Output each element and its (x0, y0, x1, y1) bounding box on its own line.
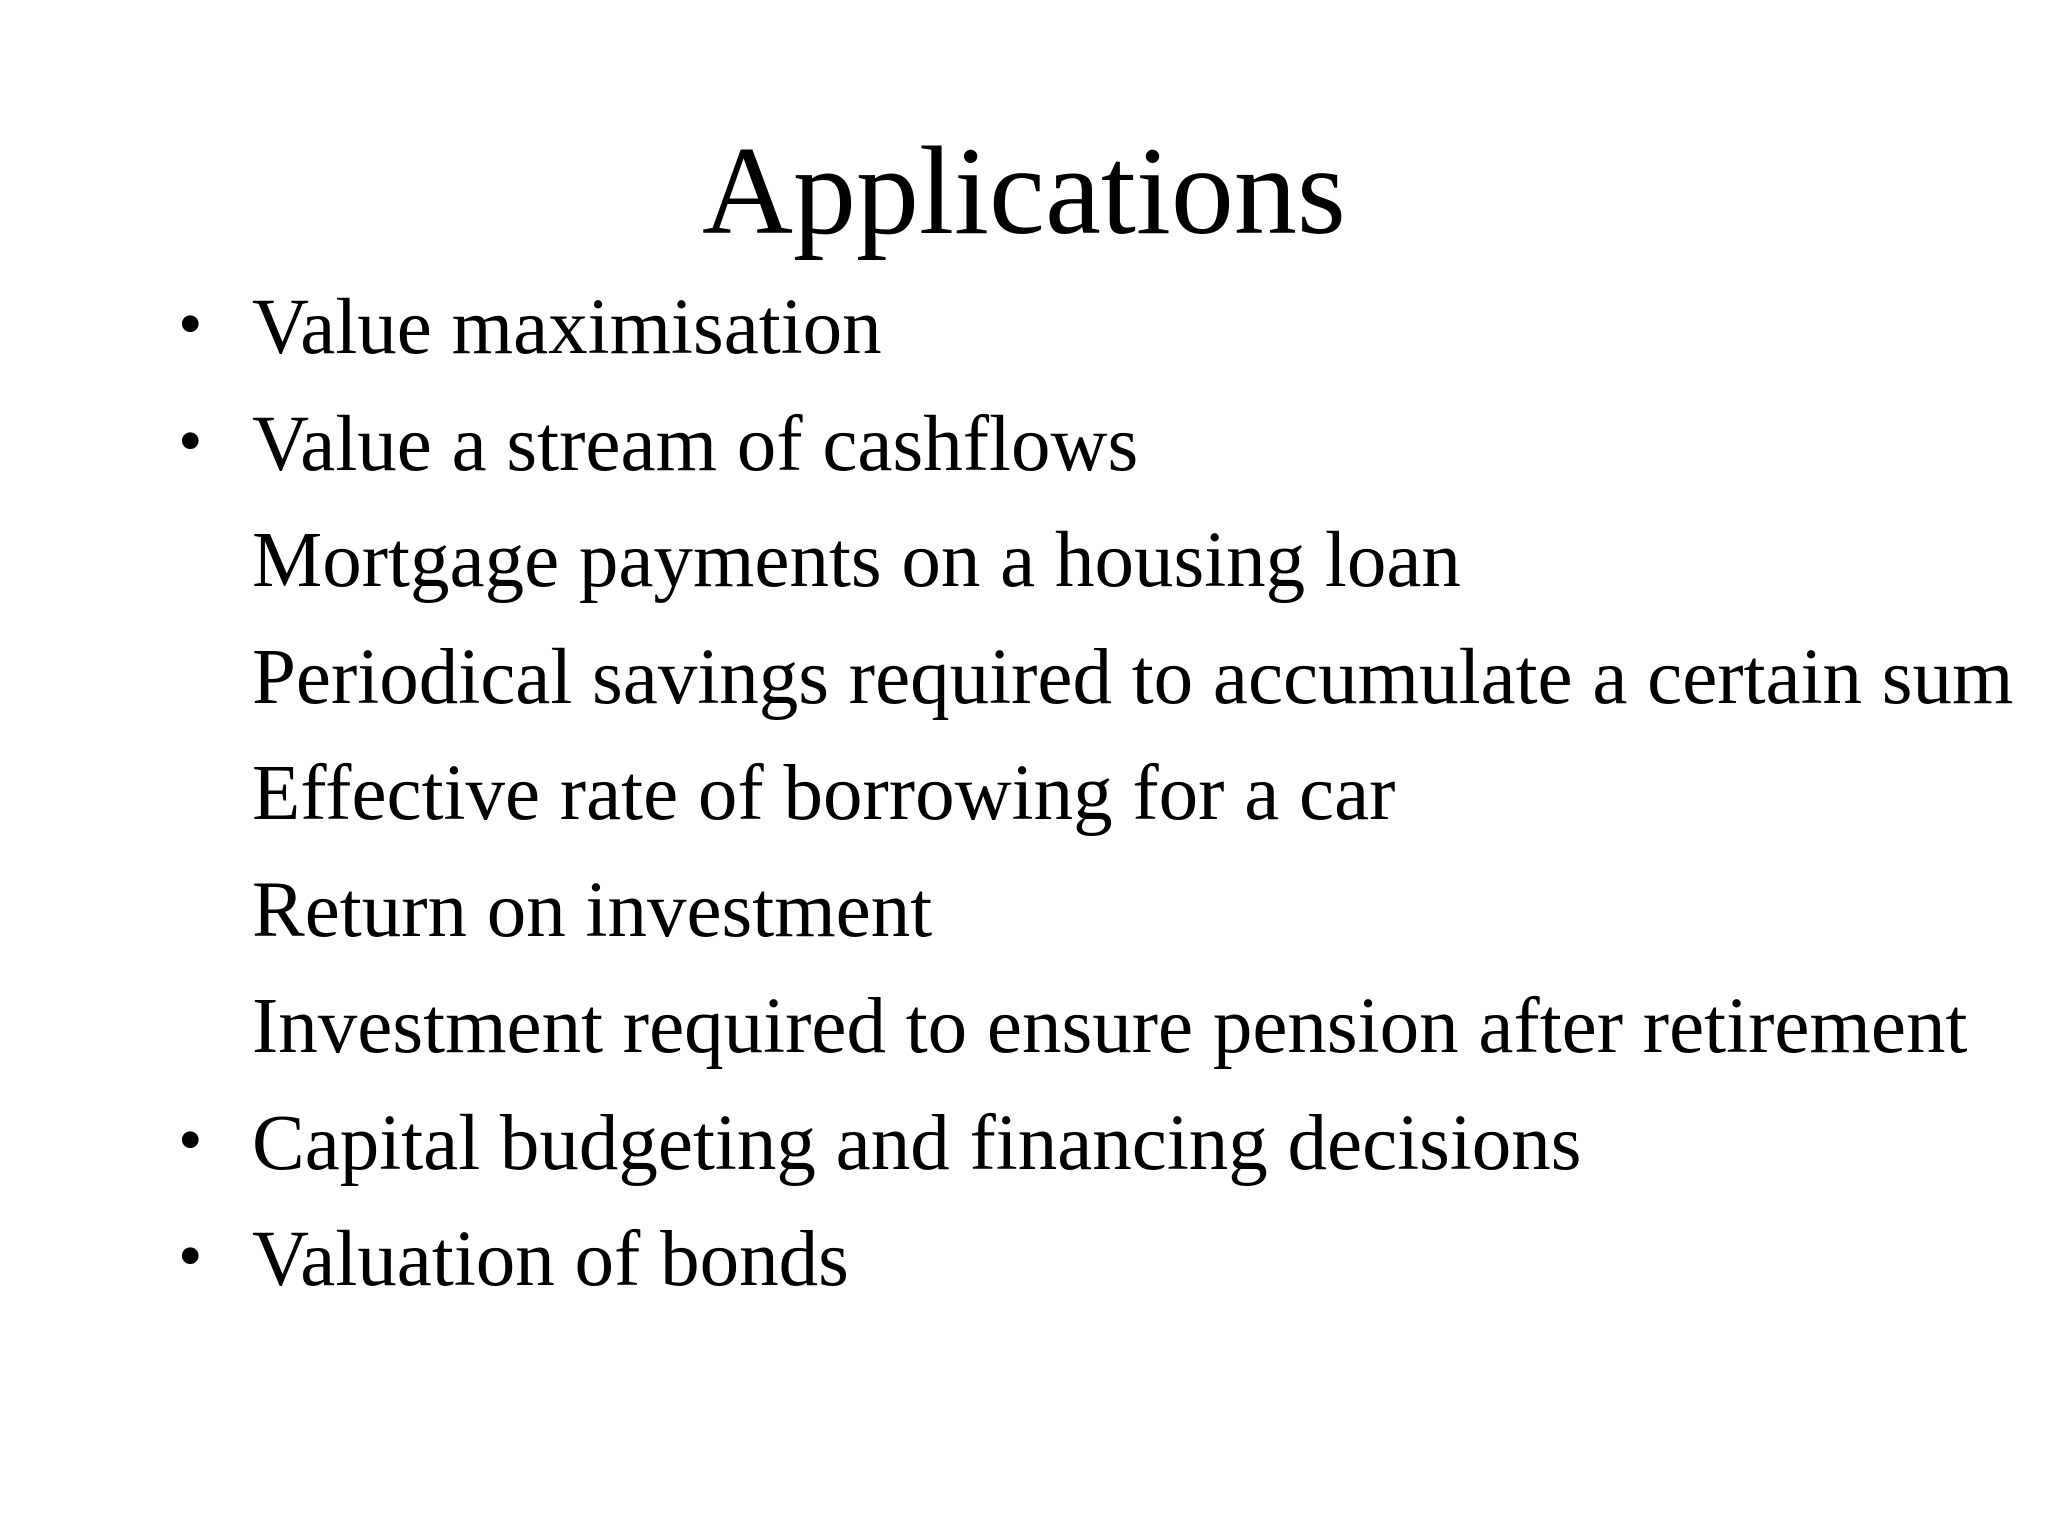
list-item (0, 503, 2048, 620)
list-item-text: Capital budgeting and financing decisions (252, 1099, 1582, 1187)
list-item-text: Investment required to ensure pension after retirement (252, 983, 1968, 1070)
slide-title: Applications (702, 122, 1346, 261)
list-item (0, 969, 2048, 1086)
list-item-text: Valuation of bonds (252, 1216, 849, 1303)
bullet-icon: • (178, 1218, 203, 1295)
list-item-text: Effective rate of borrowing for a car (252, 750, 1396, 837)
bullet-icon: • (178, 1101, 203, 1179)
list-item (0, 736, 2048, 853)
list-item-text: Value maximisation (252, 284, 882, 371)
list-item-text: Periodical savings required to accumulate a certain sum (252, 633, 2014, 721)
list-item (0, 270, 2048, 387)
list-item (0, 387, 2048, 504)
list-item (0, 853, 2048, 970)
bullet-icon: • (178, 286, 203, 363)
list-item-text: Value a stream of cashflows (252, 400, 1139, 488)
list-item-text: Return on investment (252, 866, 933, 954)
list-item (0, 620, 2048, 737)
bullet-list (0, 270, 2048, 1319)
bullet-icon: • (178, 402, 203, 480)
list-item (0, 1202, 2048, 1319)
list-item (0, 1086, 2048, 1203)
list-item-text: Mortgage payments on a housing loan (252, 517, 1461, 604)
